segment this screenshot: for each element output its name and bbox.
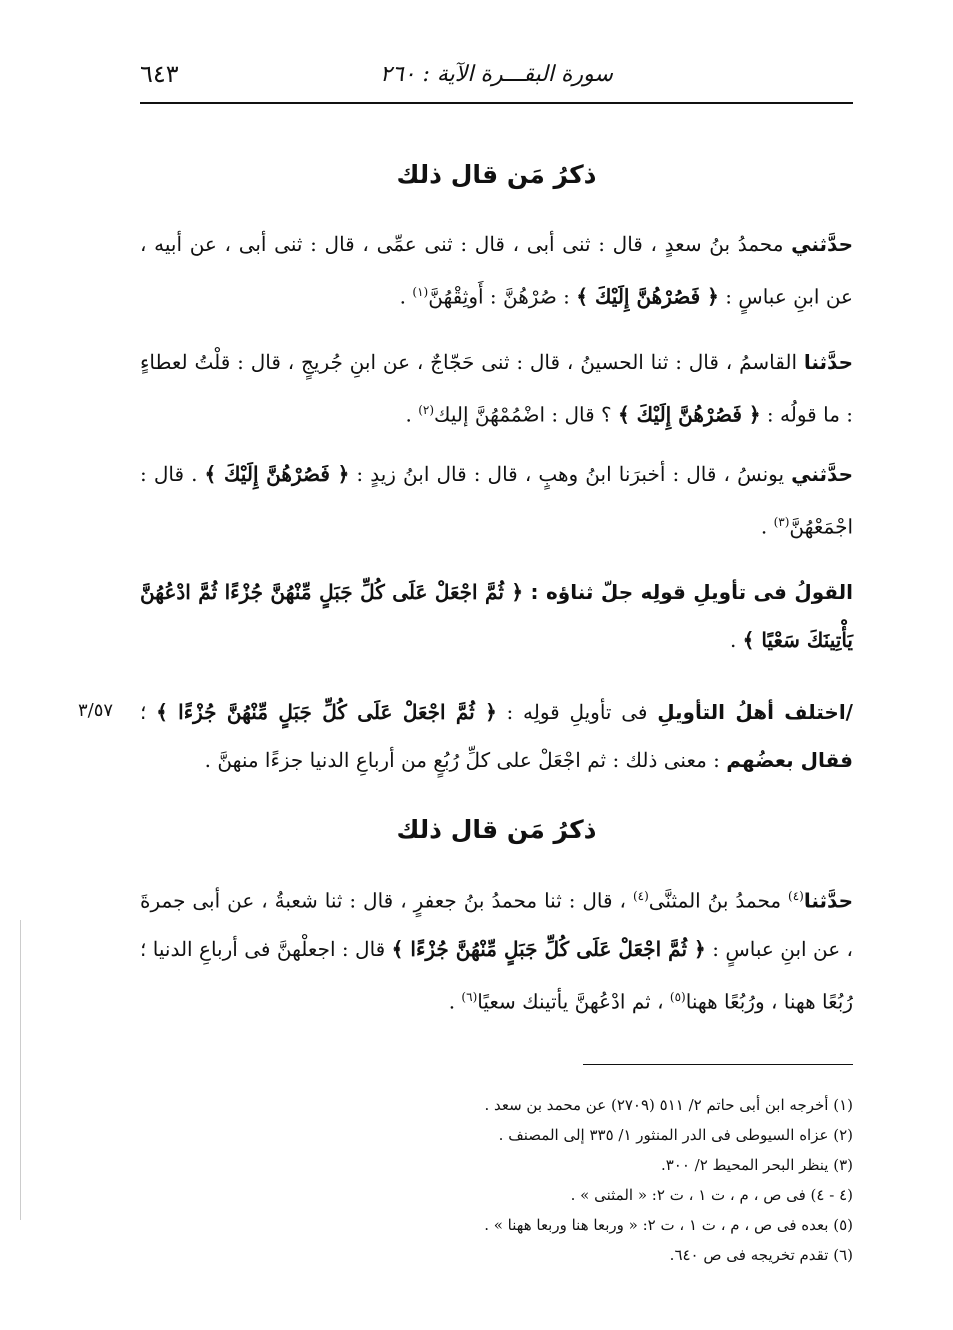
isnad-lead: حدَّثنا <box>803 888 854 913</box>
footnote-ref: (٥) <box>669 989 686 1004</box>
scan-edge-line <box>20 920 21 1220</box>
footnote-divider <box>583 1064 853 1065</box>
footnote-ref: (٤) <box>632 889 649 903</box>
footnote-ref: (٤) <box>788 889 804 903</box>
isnad-lead: حدَّثنا <box>803 350 853 374</box>
paragraph-end: . <box>729 628 743 652</box>
paragraph-text: ، ثم ادْعُهنَّ يأتينك سعيًا <box>477 989 670 1014</box>
footnote-ref: (٢) <box>418 403 435 417</box>
paragraph-text: القاسمُ ، قال : ثنا الحسينُ ، قال : ثنى حَجّاجٌ ، عن ابنِ جُريجٍ ، قال : قلْتُ لعطاءٍ : ما قولُه : <box>140 350 853 427</box>
quran-quote: ﴿ ثُمَّ اجْعَلْ عَلَى كُلِّ جَبَلٍ مِّنْهُنَّ جُزْءًا ﴾ <box>391 936 706 961</box>
quran-quote: ﴿ ثُمَّ اجْعَلْ عَلَى كُلِّ جَبَلٍ مِّنْهُنَّ جُزْءًا ﴾ <box>156 700 497 724</box>
footnote: (٢) عزاه السيوطى فى الدر المنثور ١/ ٣٣٥ إلى المصنف . <box>498 1126 853 1144</box>
paragraph-end: . <box>399 284 413 309</box>
paragraph-text: ، قال : ثنا محمدُ بنُ جعفرٍ ، قال : ثنا شعبةُ ، عن أبى جمرةَ ، عن ابنِ عباسٍ : <box>140 888 853 961</box>
section-heading: ذكرُ مَن قال ذلك <box>396 160 597 189</box>
opinion-lead: فقال بعضُهم <box>726 748 853 772</box>
footnote-ref: (٦) <box>461 989 478 1004</box>
paragraph-text: . قال : اجْمَعْهُنَّ <box>140 462 853 539</box>
paragraph <box>140 450 853 551</box>
footnote-ref: (١) <box>412 285 429 299</box>
footnote: (٣) ينظر البحر المحيط ٢/ ٣٠٠. <box>660 1156 853 1174</box>
volume-page-reference: ٣/٥٧ <box>78 700 114 721</box>
paragraph-end: . <box>760 514 774 539</box>
footnotes <box>140 1090 853 1270</box>
paragraph <box>140 872 853 1025</box>
quran-quote: ﴿ فَصُرْهُنَّ إِلَيْكَ ﴾ <box>204 462 350 486</box>
section-lead: القولُ فى تأويلِ قولِه جلّ ثناؤه : <box>523 580 853 604</box>
footnote: (٦) تقدم تخريجه فى ص ٦٤٠. <box>669 1246 853 1264</box>
paragraph-text: قال : اجعلْهنَّ فى أرباعِ الدنيا ؛ رُبُعًا ههنا ، ورُبُعًا ههنا <box>140 936 853 1014</box>
footnote: (٤ - ٤) فى ص ، م ، ت ١ ، ت ٢: « المثنى » . <box>570 1186 853 1204</box>
paragraph-text: ؟ قال : اضْمُمْهُنَّ إليك <box>434 402 618 427</box>
section-heading: ذكرُ مَن قال ذلك <box>396 815 597 844</box>
quran-quote: ﴿ فَصُرْهُنَّ إِلَيْكَ ﴾ <box>576 284 719 309</box>
footnote-ref: (٣) <box>773 515 790 529</box>
paragraph-end: . <box>405 402 419 427</box>
paragraph-text: يونسُ ، قال : أخبرَنا ابنُ وهبٍ ، قال : قال ابنُ زيدٍ : <box>349 462 792 486</box>
page-number: ٦٤٣ <box>140 60 179 88</box>
paragraph-text: محمدُ بنُ سعدٍ ، قال : ثنى أبى ، قال : ثنى عمِّى ، قال : ثنى أبى ، عن أبيه ، عن ابنِ عباسٍ : <box>140 232 853 309</box>
paragraph-text: محمدُ بنُ المثنَّى <box>648 888 789 913</box>
paragraph-end: . <box>448 989 462 1014</box>
paragraph <box>140 568 853 664</box>
paragraph-text: : معنى ذلك : ثم اجْعَلْ على كلِّ رُبُعٍ من أرباعِ الدنيا جزءًا منهنَّ . <box>204 748 727 772</box>
paragraph <box>140 220 853 321</box>
isnad-lead: حدَّثني <box>791 462 854 486</box>
section-lead: /اختلف أهلُ التأويلِ <box>657 700 853 724</box>
paragraph <box>140 338 853 439</box>
footnote: (١) أخرجه ابن أبى حاتم ٢/ ٥١١ (٢٧٠٩) عن محمد بن سعد . <box>484 1096 853 1114</box>
paragraph-text: ؛ <box>140 700 157 724</box>
footnote: (٥) بعده فى ص ، م ، ت ١ ، ت ٢: « وربعا هنا وربعا ههنا » . <box>484 1216 853 1234</box>
running-title: سورة البقـــرة الآية : ٢٦٠ <box>380 62 613 87</box>
quran-quote: ﴿ ثُمَّ اجْعَلْ عَلَى كُلِّ جَبَلٍ مِّنْهُنَّ جُزْءًا ثُمَّ ادْعُهُنَّ يَأْتِينَكَ سَعْيًا ﴾ <box>140 580 853 652</box>
isnad-lead: حدَّثني <box>791 232 853 256</box>
quran-quote: ﴿ فَصُرْهُنَّ إِلَيْكَ ﴾ <box>618 402 761 427</box>
paragraph-text: : صُرْهُنَّ : أَوثِقْهُنَّ <box>428 284 577 309</box>
paragraph-text: فى تأويلِ قولِه : <box>496 700 658 724</box>
page-header <box>140 52 853 104</box>
paragraph <box>140 688 853 784</box>
